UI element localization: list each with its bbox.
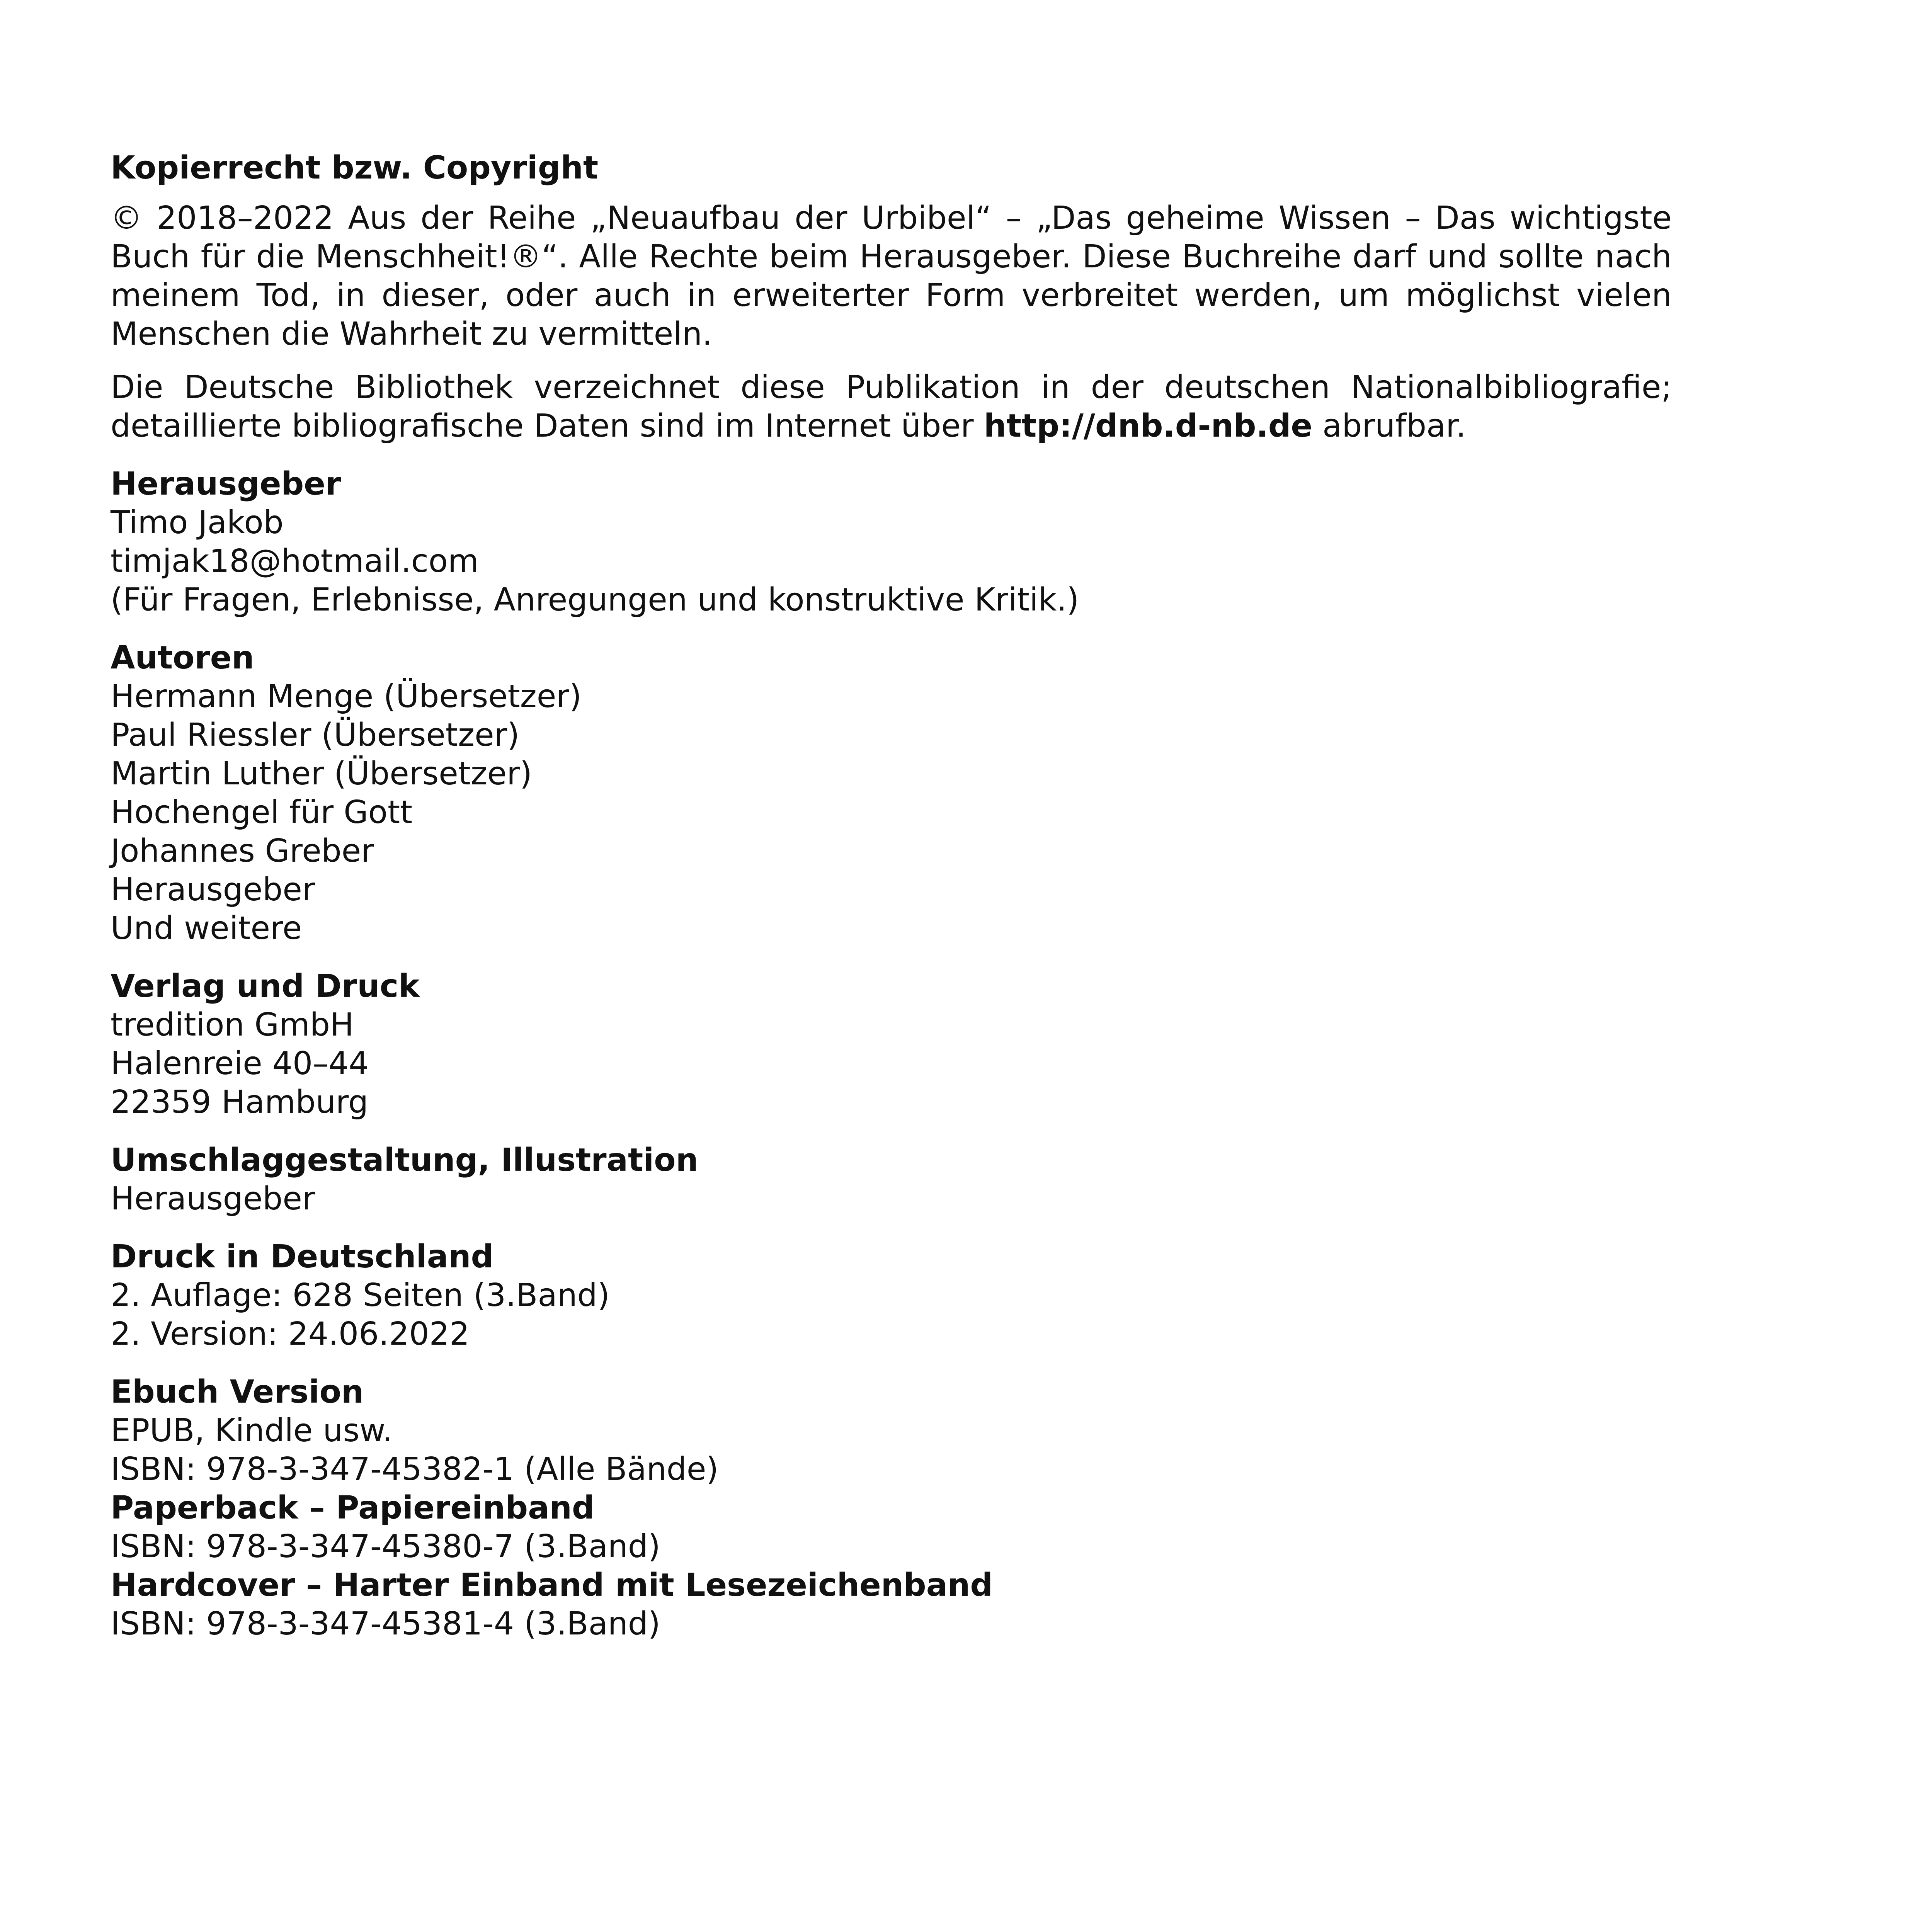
autor-line: Und weitere xyxy=(111,910,302,947)
autor-line: Johannes Greber xyxy=(111,833,374,869)
herausgeber-line: (Für Fragen, Erlebnisse, Anregungen und konstruktive Kritik.) xyxy=(111,582,1079,618)
ebuch-isbn: ISBN: 978-3-347-45382-1 (Alle Bände) xyxy=(111,1451,719,1488)
copyright-paragraph: © 2018–2022 Aus der Reihe „Neuaufbau der Urbibel“ – „Das geheime Wissen – Das wichtigste Buch für die Menschheit!®“. Alle Rechte beim Herausgeber. Diese Buchreihe darf und sollte nach meinem Tod, in dieser, oder auch in erweiterter Form verbreitet werden, um möglichst vielen Menschen die Wahrheit zu vermitteln. xyxy=(111,200,1672,352)
herausgeber-section xyxy=(111,465,1672,619)
hardcover-isbn: ISBN: 978-3-347-45381-4 (3.Band) xyxy=(111,1605,660,1642)
autor-line: Hochengel für Gott xyxy=(111,794,413,831)
imprint-content xyxy=(111,149,1672,1643)
dnb-text-after: abrufbar. xyxy=(1312,408,1466,444)
herausgeber-line: Timo Jakob xyxy=(111,504,284,541)
ebuch-line: EPUB, Kindle usw. xyxy=(111,1412,393,1449)
verlag-section xyxy=(111,967,1672,1122)
autor-line: Hermann Menge (Übersetzer) xyxy=(111,678,582,715)
verlag-line: 22359 Hamburg xyxy=(111,1084,369,1121)
autor-line: Paul Riessler (Übersetzer) xyxy=(111,717,520,753)
paperback-heading: Paperback – Papiereinband xyxy=(111,1490,595,1526)
umschlag-line: Herausgeber xyxy=(111,1180,315,1217)
herausgeber-email[interactable]: timjak18@hotmail.com xyxy=(111,543,479,580)
druck-section xyxy=(111,1238,1672,1354)
ebuch-section xyxy=(111,1373,1672,1643)
verlag-line: tredition GmbH xyxy=(111,1007,354,1043)
druck-line: 2. Version: 24.06.2022 xyxy=(111,1316,470,1352)
umschlag-heading: Umschlaggestaltung, Illustration xyxy=(111,1142,698,1179)
autoren-section xyxy=(111,639,1672,948)
copyright-heading: Kopierrecht bzw. Copyright xyxy=(111,150,599,186)
paperback-isbn: ISBN: 978-3-347-45380-7 (3.Band) xyxy=(111,1528,660,1565)
dnb-text-before: Die Deutsche Bibliothek verzeichnet diese Publikation in der deutschen Nationalbibliografie; detaillierte bibliografische Daten sind im Internet über xyxy=(111,369,1672,444)
dnb-paragraph xyxy=(111,368,1672,446)
umschlag-section xyxy=(111,1141,1672,1218)
hardcover-heading: Hardcover – Harter Einband mit Lesezeichenband xyxy=(111,1567,993,1604)
dnb-link[interactable]: http://dnb.d-nb.de xyxy=(984,408,1313,444)
autor-line: Herausgeber xyxy=(111,871,315,908)
herausgeber-heading: Herausgeber xyxy=(111,466,341,502)
druck-heading: Druck in Deutschland xyxy=(111,1238,494,1275)
druck-line: 2. Auflage: 628 Seiten (3.Band) xyxy=(111,1277,610,1314)
autoren-heading: Autoren xyxy=(111,639,254,676)
verlag-line: Halenreie 40–44 xyxy=(111,1045,369,1082)
autor-line: Martin Luther (Übersetzer) xyxy=(111,755,532,792)
verlag-heading: Verlag und Druck xyxy=(111,968,420,1005)
ebuch-heading: Ebuch Version xyxy=(111,1374,364,1410)
